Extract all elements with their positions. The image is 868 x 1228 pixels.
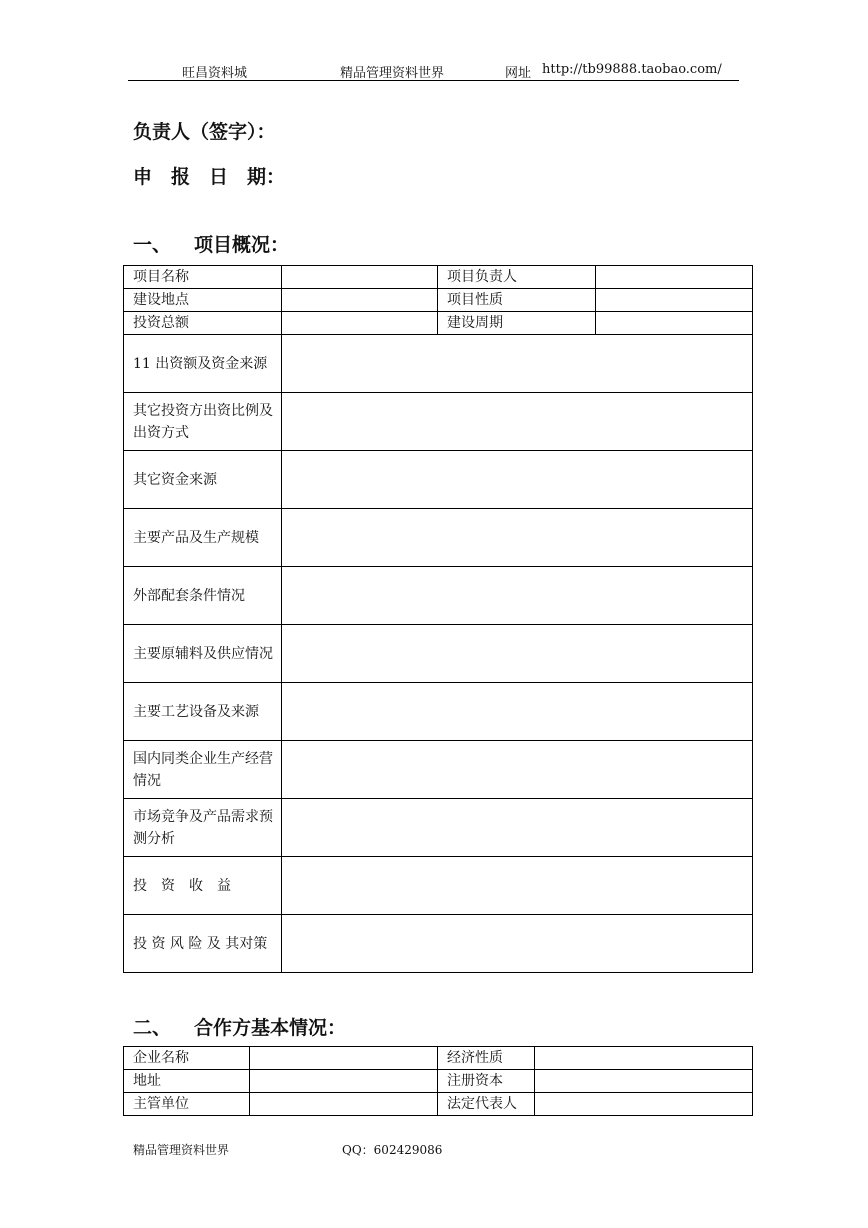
header-divider [128,80,739,81]
signer-label: 负责人（签字）： [133,121,276,143]
table-row [124,799,753,857]
field-label: 主要产品及生产规模 [124,509,282,567]
table-row [124,915,753,973]
field-value-cell[interactable] [596,289,753,312]
date-label: 申 报 日 期： [133,166,286,188]
table-row [124,451,753,509]
field-value-cell[interactable] [282,335,753,393]
footer-world-name: 精品管理资料世界 [133,1143,230,1157]
field-value-cell[interactable] [282,799,753,857]
table-row [124,857,753,915]
header-url-label: 网址 [505,66,532,81]
table-row [124,266,753,289]
field-value-cell[interactable] [282,741,753,799]
field-value-cell[interactable] [282,451,753,509]
field-label: 11 出资额及资金来源 [124,335,282,393]
table-row [124,567,753,625]
footer-qq: QQ：602429086 [342,1143,443,1157]
field-label: 项目名称 [124,266,282,289]
field-value-cell[interactable] [250,1093,438,1116]
field-value-cell[interactable] [535,1093,753,1116]
field-label: 建设周期 [438,312,596,335]
field-label: 项目负责人 [438,266,596,289]
table-row [124,1093,753,1116]
field-label: 投 资 风 险 及 其对策 [124,915,282,973]
table-row [124,312,753,335]
table-row [124,335,753,393]
table-row [124,625,753,683]
field-label: 其它投资方出资比例及出资方式 [124,393,282,451]
project-overview-table [123,265,753,973]
field-label: 市场竞争及产品需求预测分析 [124,799,282,857]
section1-title: 项目概况： [194,234,290,256]
table-row [124,683,753,741]
field-label: 企业名称 [124,1047,250,1070]
field-label: 其它资金来源 [124,451,282,509]
field-value-cell[interactable] [535,1070,753,1093]
field-value-cell[interactable] [282,915,753,973]
section2-number: 二、 [133,1017,172,1039]
field-value-cell[interactable] [282,393,753,451]
section1-number: 一、 [133,234,172,256]
field-value-cell[interactable] [282,289,438,312]
section2-title: 合作方基本情况： [194,1017,347,1039]
field-value-cell[interactable] [282,312,438,335]
field-label: 投 资 收 益 [124,857,282,915]
field-label: 投资总额 [124,312,282,335]
field-label: 外部配套条件情况 [124,567,282,625]
table-row [124,289,753,312]
table-row [124,1047,753,1070]
header-url-link[interactable]: http://tb99888.taobao.com/ [542,62,722,77]
table-row [124,509,753,567]
field-label: 主要工艺设备及来源 [124,683,282,741]
field-value-cell[interactable] [250,1047,438,1070]
field-value-cell[interactable] [282,625,753,683]
table-row [124,1070,753,1093]
field-value-cell[interactable] [596,312,753,335]
partner-info-table [123,1046,753,1116]
field-label: 主要原辅料及供应情况 [124,625,282,683]
field-value-cell[interactable] [282,567,753,625]
field-value-cell[interactable] [535,1047,753,1070]
field-label: 项目性质 [438,289,596,312]
field-value-cell[interactable] [282,857,753,915]
field-value-cell[interactable] [282,683,753,741]
table-row [124,741,753,799]
field-label: 经济性质 [438,1047,535,1070]
field-label: 建设地点 [124,289,282,312]
field-value-cell[interactable] [282,266,438,289]
header-shop-name: 旺昌资料城 [182,66,248,81]
header-world-name: 精品管理资料世界 [340,66,445,81]
table-row [124,393,753,451]
field-label: 注册资本 [438,1070,535,1093]
field-label: 主管单位 [124,1093,250,1116]
field-value-cell[interactable] [596,266,753,289]
field-label: 法定代表人 [438,1093,535,1116]
field-label: 国内同类企业生产经营情况 [124,741,282,799]
field-value-cell[interactable] [282,509,753,567]
field-label: 地址 [124,1070,250,1093]
field-value-cell[interactable] [250,1070,438,1093]
